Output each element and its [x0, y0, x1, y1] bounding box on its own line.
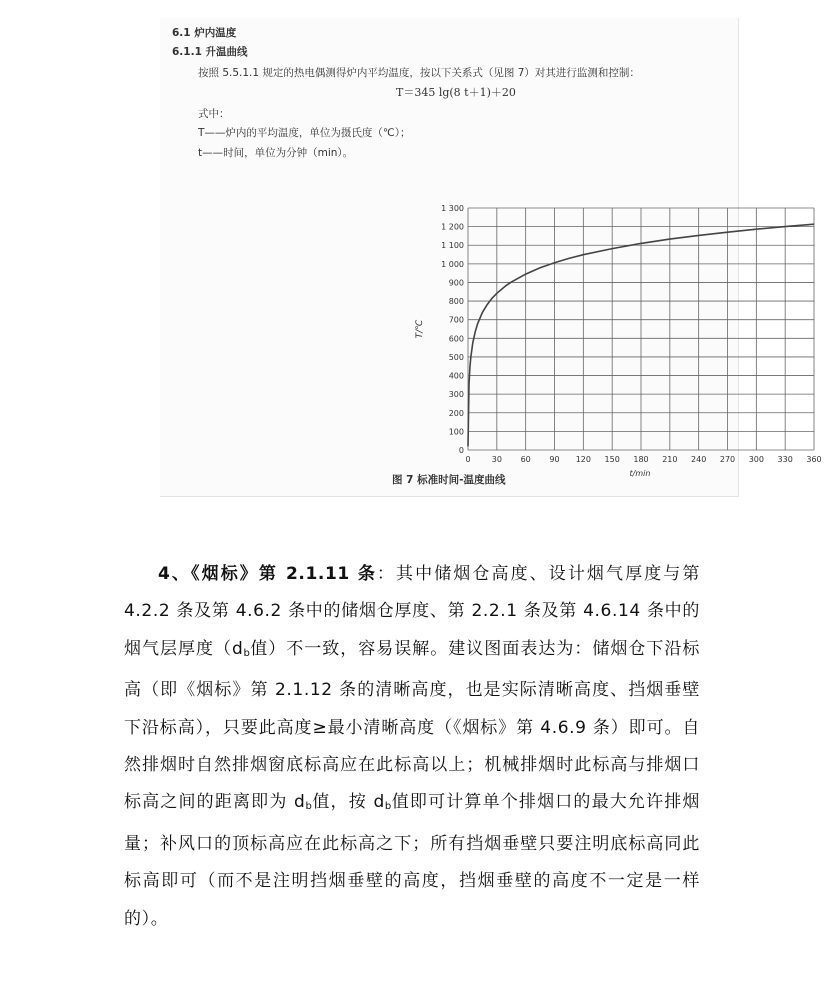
- text-run: ：其中储烟仓高度、设计烟气厚度与第 4.2.2 条及第 4.6.2 条中的储烟仓厚度、第 2.2.1 条及第 4.6.14 条中的烟气层厚度（d: [124, 564, 700, 659]
- x-tick-label: 330: [777, 455, 793, 464]
- x-tick-label: 90: [549, 455, 560, 464]
- text-run: 值，按 d: [311, 792, 385, 813]
- y-tick-label: 0: [458, 446, 464, 455]
- y-tick-label: 900: [448, 278, 464, 288]
- x-tick-labels: [465, 455, 821, 464]
- where-label: 式中：: [198, 108, 230, 120]
- y-tick-label: 600: [448, 334, 464, 344]
- y-tick-label: 100: [448, 427, 464, 437]
- article-body: [124, 556, 700, 938]
- formula: T＝345 lg(8 t＋1)＋20: [396, 86, 516, 99]
- y-tick-labels: [441, 204, 464, 455]
- y-axis-label: T/℃: [415, 319, 425, 339]
- definition-t: t——时间，单位为分钟（min）。: [198, 147, 354, 159]
- y-tick-label: 1 100: [441, 241, 464, 251]
- y-tick-label: 500: [448, 352, 464, 362]
- y-tick-label: 1 300: [441, 204, 464, 213]
- x-tick-label: 60: [520, 455, 531, 464]
- x-tick-label: 240: [691, 455, 707, 464]
- definition-T: T——炉内的平均温度，单位为摄氏度（℃）；: [198, 127, 411, 139]
- x-tick-label: 300: [748, 455, 764, 464]
- text-run: 值即可计算单个排烟口的最大允许排烟量；补风口的顶标高应在此标高之下；所有挡烟垂壁只要注明底标高同此标高即可（而不是注明挡烟垂壁的高度，挡烟垂壁的高度不一定是一样的）。: [124, 792, 701, 929]
- time-temperature-chart: [410, 194, 825, 480]
- subscript: b: [305, 801, 312, 813]
- y-tick-label: 400: [448, 371, 464, 381]
- section-heading-6-1: 6.1 炉内温度: [172, 27, 237, 39]
- x-tick-label: 180: [633, 455, 649, 464]
- figure-caption: 图 7 标准时间-温度曲线: [392, 474, 506, 486]
- x-tick-label: 30: [491, 455, 502, 464]
- subscript: b: [243, 647, 250, 659]
- y-tick-label: 1 200: [441, 222, 464, 232]
- x-tick-label: 0: [465, 455, 471, 464]
- standard-excerpt-image: [160, 18, 822, 497]
- text-run: 值）不一致，容易误解。建议图面表达为：储烟仓下沿标高（即《烟标》第 2.1.12 条的清晰高度，也是实际清晰高度、挡烟垂壁下沿标高），只要此高度≥最小清晰高度（《烟标》第 4.6.9 条）即可。自然排烟时自然排烟窗底标高应在此标高以上；机械排烟时此标高与排烟口标高之间的距离即为 d: [124, 638, 700, 813]
- y-tick-label: 1 000: [441, 259, 464, 269]
- x-tick-label: 150: [604, 455, 620, 464]
- x-tick-label: 120: [575, 455, 591, 464]
- y-tick-label: 200: [448, 408, 464, 418]
- section-heading-6-1-1: 6.1.1 升温曲线: [172, 46, 248, 58]
- x-tick-label: 210: [662, 455, 678, 464]
- chart-grid: [468, 208, 814, 450]
- article-paragraph: [124, 556, 700, 938]
- subscript: b: [384, 801, 392, 813]
- excerpt-intro: 按照 5.5.1.1 规定的热电偶测得炉内平均温度，按以下关系式（见图 7）对其进行监测和控制：: [198, 67, 640, 79]
- clause-reference: 4、《烟标》第 2.1.11 条: [158, 564, 377, 584]
- y-tick-label: 300: [448, 390, 464, 400]
- x-tick-label: 270: [719, 455, 736, 464]
- y-tick-label: 700: [448, 315, 464, 325]
- x-axis-label: t/min: [629, 469, 651, 478]
- y-tick-label: 800: [448, 297, 464, 307]
- x-tick-label: 360: [806, 455, 822, 464]
